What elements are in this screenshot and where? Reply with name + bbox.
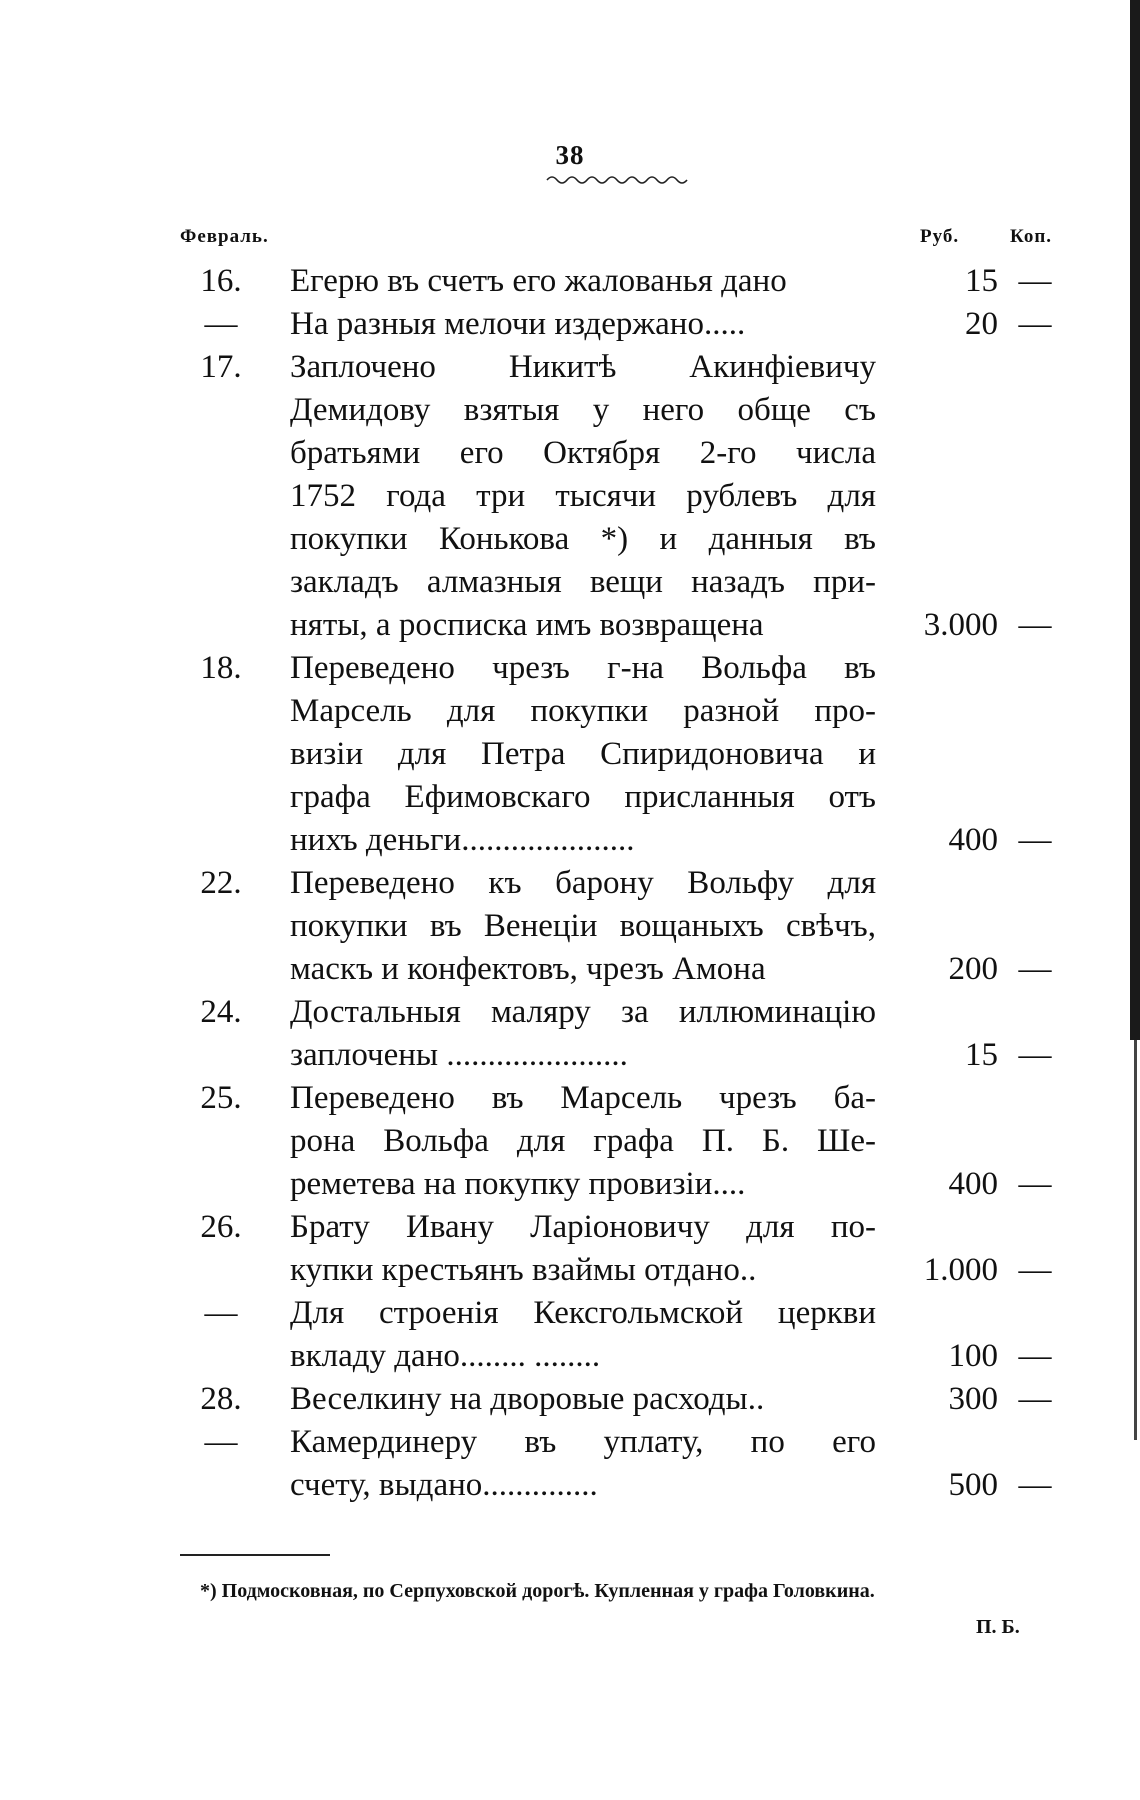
ledger-line — [0, 733, 1140, 776]
ledger-entry — [0, 991, 1140, 1077]
kop-column-heading: Коп. — [1010, 226, 1053, 247]
entry-day: — — [204, 1424, 238, 1460]
entry-rubles: 1.000 — [923, 1252, 998, 1288]
entry-day: 18. — [200, 650, 242, 686]
ledger-line — [0, 1249, 1140, 1292]
entry-rubles: 3.000 — [923, 607, 998, 643]
ledger-line — [0, 819, 1140, 862]
entry-day: 17. — [200, 349, 242, 385]
ledger-line — [0, 1077, 1140, 1120]
entry-kopecks: — — [1018, 1252, 1052, 1288]
entry-kopecks: — — [1018, 306, 1052, 342]
ledger-line — [0, 260, 1140, 303]
entry-kopecks: — — [1018, 822, 1052, 858]
entry-rubles: 20 — [965, 306, 998, 342]
ledger-entry — [0, 862, 1140, 991]
entry-text-line: 1752 года три тысячи рублевъ для — [290, 478, 876, 514]
ledger-line — [0, 561, 1140, 604]
ledger-line — [0, 690, 1140, 733]
footnote-text: *) Подмосковная, по Серпуховской дорогѣ. Купленная у графа Головкина. — [200, 1580, 875, 1602]
ledger-line — [0, 1421, 1140, 1464]
footnote-signature: П. Б. — [976, 1616, 1020, 1638]
entry-text-line: братьями его Октября 2-го числа — [290, 435, 876, 471]
ledger-line — [0, 1292, 1140, 1335]
entry-text-line: Для строенія Кексгольмской церкви — [290, 1295, 876, 1331]
footnote-divider — [180, 1554, 330, 1556]
ledger-line — [0, 1335, 1140, 1378]
rub-column-heading: Руб. — [920, 226, 960, 247]
ledger-line — [0, 991, 1140, 1034]
entry-kopecks: — — [1018, 607, 1052, 643]
entry-text-line: маскъ и конфектовъ, чрезъ Амона — [290, 951, 766, 987]
ledger-line — [0, 948, 1140, 991]
ledger-line — [0, 776, 1140, 819]
entry-text-line: купки крестьянъ взаймы отдано.. — [290, 1252, 757, 1288]
ledger-entry — [0, 1077, 1140, 1206]
page-number: 38 — [555, 140, 585, 170]
ledger-line — [0, 905, 1140, 948]
entry-day: 22. — [200, 865, 242, 901]
ledger-line — [0, 432, 1140, 475]
ledger-line — [0, 1206, 1140, 1249]
ledger-line — [0, 475, 1140, 518]
entry-text-line: Веселкину на дворовые расходы.. — [290, 1381, 765, 1417]
entry-kopecks: — — [1018, 263, 1052, 299]
entry-kopecks: — — [1018, 951, 1052, 987]
entry-kopecks: — — [1018, 1467, 1052, 1503]
entry-text-line: покупки Конькова *) и данныя въ — [290, 521, 876, 557]
entry-rubles: 15 — [965, 1037, 998, 1073]
ledger-entry — [0, 346, 1140, 647]
month-heading: Февраль. — [180, 226, 269, 247]
entry-text-line: закладъ алмазныя вещи назадъ при- — [290, 564, 876, 600]
ledger-line — [0, 1464, 1140, 1507]
entry-text-line: Демидову взятыя у него обще съ — [290, 392, 876, 428]
entry-text-line: Заплочено Никитѣ Акинфіевичу — [290, 349, 876, 385]
entry-text-line: Егерю въ счетъ его жалованья дано — [290, 263, 787, 299]
entry-text-line: Брату Ивану Ларіоновичу для по- — [290, 1209, 876, 1245]
entry-text-line: Камердинеру въ уплату, по его — [290, 1424, 876, 1460]
entry-text-line: няты, а росписка имъ возвращена — [290, 607, 764, 643]
entry-day: 25. — [200, 1080, 242, 1116]
ledger-line — [0, 389, 1140, 432]
entry-text-line: Достальныя маляру за иллюминацію — [290, 994, 876, 1030]
entry-rubles: 400 — [948, 822, 998, 858]
ledger-line — [0, 1163, 1140, 1206]
ledger-line — [0, 1120, 1140, 1163]
ledger-entry — [0, 647, 1140, 862]
wavy-rule-ornament — [545, 172, 695, 188]
entry-day: — — [204, 306, 238, 342]
entry-rubles: 500 — [948, 1467, 998, 1503]
entry-text-line: графа Ефимовскаго присланныя отъ — [290, 779, 876, 815]
ledger-entries — [0, 260, 1140, 1507]
entry-text-line: вкладу дано........ ........ — [290, 1338, 601, 1374]
entry-kopecks: — — [1018, 1338, 1052, 1374]
entry-day: 28. — [200, 1381, 242, 1417]
ledger-line — [0, 604, 1140, 647]
entry-day: 16. — [200, 263, 242, 299]
entry-kopecks: — — [1018, 1166, 1052, 1202]
ledger-line — [0, 647, 1140, 690]
entry-text-line: рона Вольфа для графа П. Б. Ше- — [290, 1123, 876, 1159]
entry-text-line: реметева на покупку провизіи.... — [290, 1166, 746, 1202]
ledger-entry — [0, 1421, 1140, 1507]
entry-text-line: Марсель для покупки разной про- — [290, 693, 876, 729]
ledger-line — [0, 1378, 1140, 1421]
ledger-entry — [0, 1378, 1140, 1421]
entry-kopecks: — — [1018, 1381, 1052, 1417]
ledger-entry — [0, 1292, 1140, 1378]
ledger-line — [0, 518, 1140, 561]
entry-day: 26. — [200, 1209, 242, 1245]
ledger-line — [0, 346, 1140, 389]
ledger-entry — [0, 260, 1140, 303]
entry-rubles: 100 — [948, 1338, 998, 1374]
entry-rubles: 200 — [948, 951, 998, 987]
entry-text-line: заплочены ...................... — [290, 1037, 628, 1073]
entry-rubles: 400 — [948, 1166, 998, 1202]
entry-text-line: На разныя мелочи издержано..... — [290, 306, 746, 342]
entry-text-line: визіи для Петра Спиридоновича и — [290, 736, 876, 772]
entry-text-line: Переведено чрезъ г-на Вольфа въ — [290, 650, 876, 686]
entry-text-line: покупки въ Венеціи вощаныхъ свѣчъ, — [290, 908, 876, 944]
entry-text-line: нихъ деньги..................... — [290, 822, 635, 858]
ledger-line — [0, 862, 1140, 905]
ledger-line — [0, 303, 1140, 346]
ledger-line — [0, 1034, 1140, 1077]
entry-text-line: Переведено въ Марсель чрезъ ба- — [290, 1080, 876, 1116]
entry-text-line: счету, выдано.............. — [290, 1467, 598, 1503]
entry-text-line: Переведено къ барону Вольфу для — [290, 865, 876, 901]
ledger-entry — [0, 303, 1140, 346]
ledger-entry — [0, 1206, 1140, 1292]
entry-day: — — [204, 1295, 238, 1331]
entry-day: 24. — [200, 994, 242, 1030]
entry-rubles: 15 — [965, 263, 998, 299]
entry-rubles: 300 — [948, 1381, 998, 1417]
entry-kopecks: — — [1018, 1037, 1052, 1073]
